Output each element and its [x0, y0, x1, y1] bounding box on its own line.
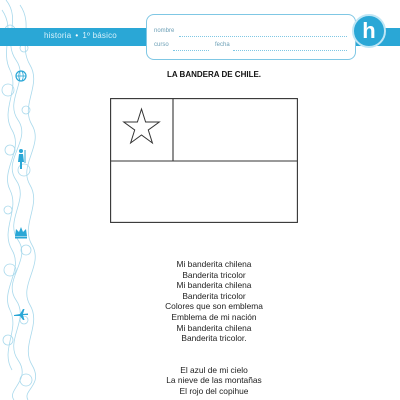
poem-line: Emblema de mi nación	[171, 311, 257, 322]
poem-line: El rojo del copihue	[179, 385, 249, 396]
name-label: nombre	[154, 28, 175, 34]
logo-letter: h	[362, 18, 376, 43]
poem-line: Colores que son emblema	[165, 301, 263, 312]
poem-line: La nieve de las montañas	[166, 375, 262, 386]
student-info-panel	[146, 14, 356, 60]
date-field[interactable]	[233, 50, 347, 51]
worksheet-title: LA BANDERA DE CHILE.	[166, 70, 262, 79]
course-label: curso	[154, 42, 169, 48]
poem	[0, 259, 400, 397]
poem-line: Banderita tricolor	[182, 290, 246, 301]
subject-label	[44, 31, 117, 40]
name-field[interactable]	[179, 36, 347, 37]
poem-line: Banderita tricolor	[182, 269, 246, 280]
stanza-gap	[28, 344, 400, 365]
date-label: fecha	[215, 42, 230, 48]
poem-line: Mi banderita chilena	[176, 259, 252, 269]
chile-flag-outline	[110, 98, 298, 223]
poem-line: Mi banderita chilena	[176, 322, 252, 333]
poem-line: El azul de mi cielo	[180, 364, 248, 375]
grade-name: 1º básico	[82, 31, 117, 40]
soldier-figure-icon	[13, 148, 29, 170]
course-field[interactable]	[173, 50, 209, 51]
subject-name: historia	[44, 31, 72, 40]
poem-line: Banderita tricolor.	[181, 333, 247, 344]
poem-line: Mi banderita chilena	[176, 280, 252, 291]
subject-separator: •	[75, 31, 79, 40]
brand-logo	[352, 14, 386, 48]
crown-icon	[13, 224, 29, 240]
